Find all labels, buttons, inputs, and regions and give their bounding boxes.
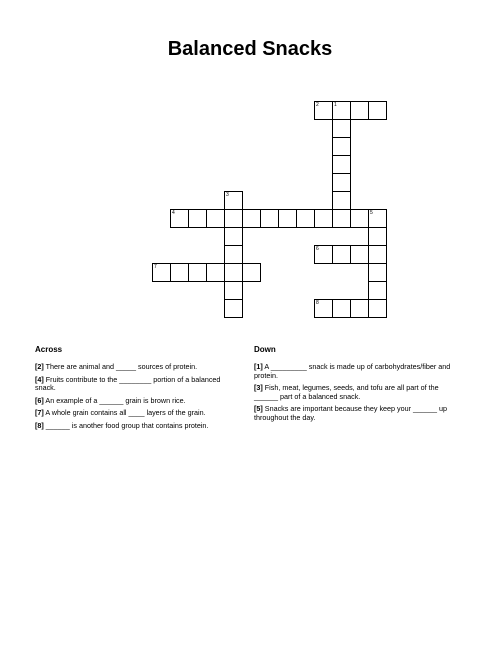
crossword-cell[interactable] [314, 101, 333, 120]
crossword-cell[interactable] [224, 209, 243, 228]
crossword-cell[interactable] [152, 263, 171, 282]
down-clue [254, 363, 464, 380]
clue-number: [4] [35, 374, 44, 384]
crossword-cell[interactable] [314, 245, 333, 264]
clue-number: [7] [35, 408, 44, 418]
crossword-cell[interactable] [224, 227, 243, 246]
crossword-cell[interactable] [332, 137, 351, 156]
crossword-cell[interactable] [350, 245, 369, 264]
across-clues [35, 345, 240, 435]
across-clue [35, 397, 240, 406]
down-heading: Down [254, 345, 276, 354]
clue-number: [5] [254, 404, 263, 414]
across-clue [35, 409, 240, 418]
across-heading: Across [35, 345, 63, 354]
clue-number-label: 6 [316, 246, 319, 252]
crossword-cell[interactable] [260, 209, 279, 228]
crossword-cell[interactable] [296, 209, 315, 228]
crossword-cell[interactable] [278, 209, 297, 228]
across-clue [35, 422, 240, 431]
crossword-cell[interactable] [368, 209, 387, 228]
crossword-cell[interactable] [242, 263, 261, 282]
crossword-cell[interactable] [206, 263, 225, 282]
crossword-cell[interactable] [206, 209, 225, 228]
clue-number: [1] [254, 362, 263, 371]
crossword-cell[interactable] [368, 299, 387, 318]
crossword-cell[interactable] [242, 209, 261, 228]
crossword-cell[interactable] [224, 299, 243, 318]
crossword-cell[interactable] [224, 281, 243, 300]
crossword-cell[interactable] [332, 173, 351, 192]
clue-number-label: 2 [316, 102, 319, 108]
crossword-cell[interactable] [170, 263, 189, 282]
crossword-cell[interactable] [314, 299, 333, 318]
clue-text: A whole grain contains all ____ layers of the grain. [45, 408, 206, 418]
clue-number: [8] [35, 420, 44, 430]
clue-number: [2] [35, 362, 44, 371]
crossword-cell[interactable] [368, 101, 387, 120]
clue-text: A _________ snack is made up of carbohydrates/fiber and protein. [254, 362, 451, 380]
clue-number-label: 7 [154, 264, 157, 270]
crossword-cell[interactable] [170, 209, 189, 228]
crossword-cell[interactable] [350, 209, 369, 228]
crossword-cell[interactable] [188, 263, 207, 282]
crossword-cell[interactable] [350, 101, 369, 120]
crossword-cell[interactable] [368, 281, 387, 300]
clue-number-label: 5 [370, 210, 373, 216]
crossword-cell[interactable] [332, 209, 351, 228]
crossword-cell[interactable] [332, 299, 351, 318]
down-clue [254, 384, 464, 401]
crossword-cell[interactable] [314, 209, 333, 228]
crossword-cell[interactable] [332, 101, 351, 120]
crossword-cell[interactable] [188, 209, 207, 228]
crossword-cell[interactable] [224, 263, 243, 282]
crossword-cell[interactable] [368, 227, 387, 246]
down-clues [254, 345, 464, 427]
crossword-cell[interactable] [368, 263, 387, 282]
clue-number: [3] [254, 383, 263, 393]
clue-text: Snacks are important because they keep your ______ up throughout the day. [254, 404, 447, 422]
crossword-cell[interactable] [224, 191, 243, 210]
clue-number: [6] [35, 395, 44, 405]
clue-text: ______ is another food group that contains protein. [45, 420, 209, 430]
clue-number-label: 8 [316, 300, 319, 306]
clue-text: Fish, meat, legumes, seeds, and tofu are all part of the ______ part of a balanced snack. [254, 383, 439, 401]
clue-number-label: 3 [226, 192, 229, 198]
crossword-cell[interactable] [350, 299, 369, 318]
clue-number-label: 4 [172, 210, 175, 216]
crossword-cell[interactable] [332, 155, 351, 174]
crossword-cell[interactable] [332, 119, 351, 138]
page-title: Balanced Snacks [167, 38, 333, 60]
crossword-cell[interactable] [332, 245, 351, 264]
clue-text: There are animal and _____ sources of protein. [45, 362, 198, 371]
clue-text: Fruits contribute to the ________ portion of a balanced snack. [35, 374, 221, 393]
clue-text: An example of a ______ grain is brown rice. [45, 395, 186, 405]
crossword-cell[interactable] [332, 191, 351, 210]
down-clue [254, 405, 464, 422]
clue-number-label: 1 [334, 102, 337, 108]
crossword-cell[interactable] [224, 245, 243, 264]
crossword-cell[interactable] [368, 245, 387, 264]
across-clue [35, 363, 240, 372]
across-clue [35, 376, 240, 393]
